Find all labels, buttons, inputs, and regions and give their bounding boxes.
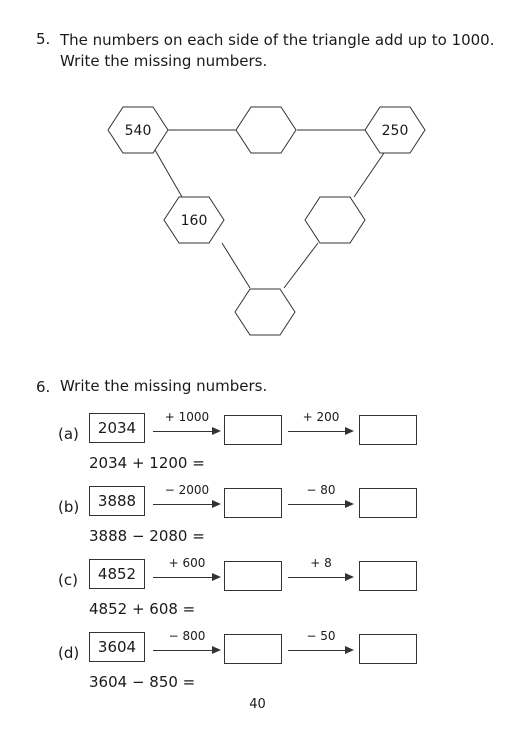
part-d-answer-box-2[interactable] xyxy=(359,634,417,664)
part-b-label: (b) xyxy=(58,498,80,516)
hex-top-middle[interactable] xyxy=(236,107,296,153)
part-c-start-box: 4852 xyxy=(89,559,145,589)
arrowhead-icon xyxy=(345,646,354,654)
arrowhead-icon xyxy=(212,427,221,435)
triangle-puzzle xyxy=(0,0,515,360)
part-b-op-2: − 80 xyxy=(306,483,336,497)
part-c-answer-box-2[interactable] xyxy=(359,561,417,591)
part-b-op-1: − 2000 xyxy=(164,483,210,497)
part-c-op-2: + 8 xyxy=(310,556,332,570)
hex-top-left-value: 540 xyxy=(124,123,152,139)
part-b-arrow-2 xyxy=(288,483,354,516)
part-d-answer-box-1[interactable] xyxy=(224,634,282,664)
hex-right-middle[interactable] xyxy=(305,197,365,243)
page-number: 40 xyxy=(249,697,266,712)
part-a-equation: 2034 + 1200 = xyxy=(89,454,205,472)
part-c-arrow-2 xyxy=(288,556,354,589)
arrowhead-icon xyxy=(345,573,354,581)
part-c-equation: 4852 + 608 = xyxy=(89,600,196,618)
arrowhead-icon xyxy=(212,500,221,508)
part-b-row xyxy=(0,483,515,566)
part-d-arrow-1 xyxy=(153,629,221,662)
part-d-op-2: − 50 xyxy=(306,629,336,643)
hex-top-right-value: 250 xyxy=(381,123,409,139)
part-b-answer-box-2[interactable] xyxy=(359,488,417,518)
hex-left-middle-value: 160 xyxy=(180,213,208,229)
part-a-op-1: + 1000 xyxy=(164,410,210,424)
part-a-answer-box-2[interactable] xyxy=(359,415,417,445)
part-b-answer-box-1[interactable] xyxy=(224,488,282,518)
arrowhead-icon xyxy=(345,500,354,508)
question-6-instruction: Write the missing numbers. xyxy=(60,377,268,395)
part-d-arrow-2 xyxy=(288,629,354,662)
part-c-op-1: + 600 xyxy=(168,556,206,570)
question-5-line-1: The numbers on each side of the triangle add up to 1000. xyxy=(60,31,495,49)
part-d-start-box: 3604 xyxy=(89,632,145,662)
part-b-equation: 3888 − 2080 = xyxy=(89,527,205,545)
part-c-answer-box-1[interactable] xyxy=(224,561,282,591)
question-5-line-2: Write the missing numbers. xyxy=(60,52,268,70)
hex-bottom[interactable] xyxy=(235,289,295,335)
part-a-op-2: + 200 xyxy=(302,410,340,424)
arrowhead-icon xyxy=(212,646,221,654)
question-5-number: 5. xyxy=(36,30,51,48)
part-d-label: (d) xyxy=(58,644,80,662)
part-a-answer-box-1[interactable] xyxy=(224,415,282,445)
part-a-arrow-2 xyxy=(288,410,354,443)
part-c-row xyxy=(0,556,515,639)
part-c-label: (c) xyxy=(58,571,78,589)
part-b-start-box: 3888 xyxy=(89,486,145,516)
part-a-start-box: 2034 xyxy=(89,413,145,443)
part-d-op-1: − 800 xyxy=(168,629,206,643)
part-d-equation: 3604 − 850 = xyxy=(89,673,196,691)
part-a-label: (a) xyxy=(58,425,79,443)
part-b-arrow-1 xyxy=(153,483,221,516)
arrowhead-icon xyxy=(345,427,354,435)
part-a-row xyxy=(0,410,515,493)
part-c-arrow-1 xyxy=(153,556,221,589)
arrowhead-icon xyxy=(212,573,221,581)
part-a-arrow-1 xyxy=(153,410,221,443)
question-6-number: 6. xyxy=(36,378,51,396)
